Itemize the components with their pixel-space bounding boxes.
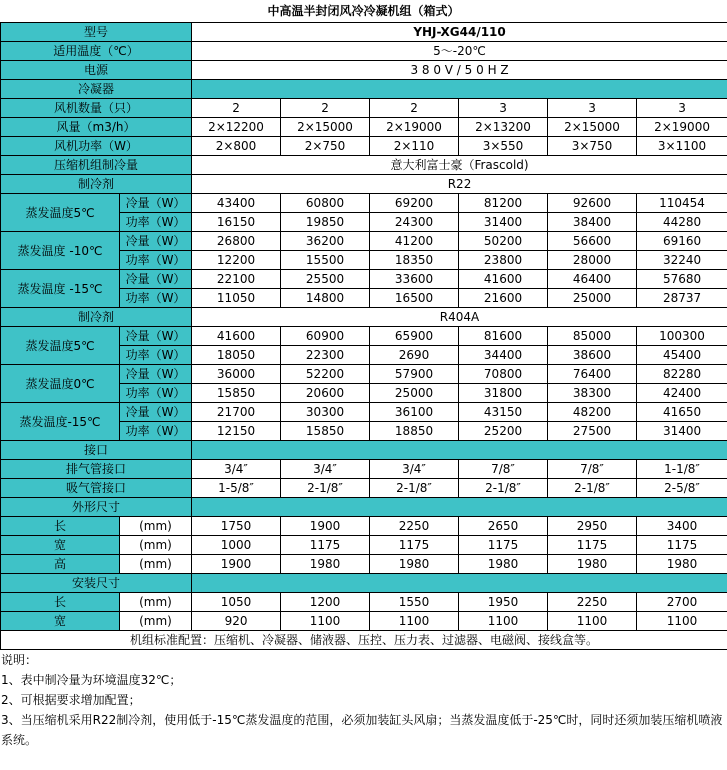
row-install-size-section [1,574,727,593]
refrigerant-label: 制冷剂 [1,308,192,327]
metric-cell: 15850 [192,384,281,403]
airflow-cell: 2×19000 [370,118,459,137]
row-r22-capacity [1,232,727,251]
outer-size-cell: 1750 [192,517,281,536]
install-size-cell: 1550 [370,593,459,612]
metric-label: 冷量（W） [120,403,192,422]
discharge-port-cell: 1-1/8″ [637,460,727,479]
suction-port-cell: 2-1/8″ [459,479,548,498]
outer-size-dimension-label: 宽 [1,536,120,555]
outer-size-cell: 1900 [281,517,370,536]
metric-cell: 81200 [459,194,548,213]
row-r404a-capacity [1,403,727,422]
fan-power-cell: 2×800 [192,137,281,156]
row-outer-size [1,517,727,536]
metric-label: 功率（W） [120,346,192,365]
metric-cell: 16500 [370,289,459,308]
connections-section-label: 接口 [1,441,192,460]
metric-cell: 15850 [281,422,370,441]
metric-cell: 52200 [281,365,370,384]
metric-label: 功率（W） [120,213,192,232]
fan-count-cell: 3 [637,99,727,118]
metric-cell: 43400 [192,194,281,213]
suction-port-cell: 2-5/8″ [637,479,727,498]
discharge-port-cell: 3/4″ [370,460,459,479]
outer-size-cell: 2650 [459,517,548,536]
install-size-cell: 920 [192,612,281,631]
spec-table [0,22,727,650]
install-size-section-label: 安装尺寸 [1,574,192,593]
outer-size-cell: 2950 [548,517,637,536]
outer-size-cell: 1980 [281,555,370,574]
row-standard-config [1,631,727,650]
suction-port-cell: 2-1/8″ [548,479,637,498]
condenser-section-label: 冷凝器 [1,80,192,99]
outer-size-cell: 1980 [637,555,727,574]
note-line: 1、表中制冷量为环境温度32℃； [1,673,182,687]
fan-count-cell: 2 [370,99,459,118]
metric-cell: 110454 [637,194,727,213]
install-size-cell: 1100 [548,612,637,631]
metric-label: 功率（W） [120,384,192,403]
install-size-cell: 1200 [281,593,370,612]
metric-cell: 36100 [370,403,459,422]
row-suction-port [1,479,727,498]
install-size-cell: 1100 [281,612,370,631]
suction-port-cell: 2-1/8″ [370,479,459,498]
outer-size-section-bar [192,498,727,517]
metric-cell: 100300 [637,327,727,346]
metric-cell: 60800 [281,194,370,213]
metric-cell: 28000 [548,251,637,270]
outer-size-section-label: 外形尺寸 [1,498,192,517]
row-r404a-capacity [1,365,727,384]
refrigerant-value: R404A [192,308,727,327]
model-label: 型号 [1,23,192,42]
outer-size-cell: 1175 [637,536,727,555]
discharge-port-cell: 7/8″ [548,460,637,479]
outer-size-cell: 1980 [370,555,459,574]
standard-config: 机组标准配置：压缩机、冷凝器、储液器、压控、压力表、过滤器、电磁阀、接线盒等。 [1,631,727,650]
compressor-value: 意大利富士豪（Frascold) [192,156,727,175]
evap-temp-label: 蒸发温度 -10℃ [1,232,120,270]
metric-cell: 65900 [370,327,459,346]
install-size-cell: 1050 [192,593,281,612]
metric-cell: 41200 [370,232,459,251]
airflow-cell: 2×15000 [548,118,637,137]
metric-cell: 33600 [370,270,459,289]
row-fan-count [1,99,727,118]
row-model [1,23,727,42]
airflow-cell: 2×13200 [459,118,548,137]
row-power [1,61,727,80]
outer-size-cell: 1175 [548,536,637,555]
fan-count-cell: 2 [281,99,370,118]
metric-cell: 22300 [281,346,370,365]
airflow-label: 风量（m3/h） [1,118,192,137]
metric-cell: 45400 [637,346,727,365]
metric-cell: 14800 [281,289,370,308]
metric-cell: 16150 [192,213,281,232]
metric-cell: 21600 [459,289,548,308]
metric-cell: 20600 [281,384,370,403]
outer-size-unit: (mm) [120,555,192,574]
metric-cell: 41600 [459,270,548,289]
metric-cell: 18350 [370,251,459,270]
install-size-dimension-label: 宽 [1,612,120,631]
metric-cell: 57680 [637,270,727,289]
metric-cell: 60900 [281,327,370,346]
discharge-port-label: 排气管接口 [1,460,192,479]
airflow-cell: 2×19000 [637,118,727,137]
fan-power-cell: 3×550 [459,137,548,156]
metric-cell: 82280 [637,365,727,384]
discharge-port-cell: 3/4″ [192,460,281,479]
metric-cell: 23800 [459,251,548,270]
row-outer-size-section [1,498,727,517]
row-discharge-port [1,460,727,479]
metric-label: 功率（W） [120,251,192,270]
row-install-size [1,593,727,612]
row-r22-capacity [1,194,727,213]
outer-size-unit: (mm) [120,536,192,555]
metric-cell: 32240 [637,251,727,270]
airflow-cell: 2×15000 [281,118,370,137]
install-size-cell: 1100 [459,612,548,631]
outer-size-dimension-label: 高 [1,555,120,574]
note-line: 说明： [1,653,38,667]
metric-cell: 22100 [192,270,281,289]
metric-cell: 85000 [548,327,637,346]
row-compressor [1,156,727,175]
connections-section-bar [192,441,727,460]
evap-temp-label: 蒸发温度0℃ [1,365,120,403]
metric-cell: 48200 [548,403,637,422]
model-value: YHJ-XG44/110 [192,23,727,42]
metric-label: 功率（W） [120,289,192,308]
row-r22-capacity [1,270,727,289]
metric-cell: 31400 [459,213,548,232]
metric-cell: 25200 [459,422,548,441]
metric-cell: 12150 [192,422,281,441]
metric-label: 功率（W） [120,422,192,441]
install-size-unit: (mm) [120,593,192,612]
fan-power-cell: 2×110 [370,137,459,156]
metric-cell: 31800 [459,384,548,403]
metric-cell: 27500 [548,422,637,441]
fan-power-label: 风机功率（W） [1,137,192,156]
metric-cell: 41650 [637,403,727,422]
metric-cell: 25000 [548,289,637,308]
row-connections-section [1,441,727,460]
suction-port-label: 吸气管接口 [1,479,192,498]
metric-cell: 36000 [192,365,281,384]
metric-cell: 19850 [281,213,370,232]
suction-port-cell: 2-1/8″ [281,479,370,498]
metric-cell: 24300 [370,213,459,232]
compressor-label: 压缩机组制冷量 [1,156,192,175]
row-outer-size [1,555,727,574]
power-label: 电源 [1,61,192,80]
outer-size-cell: 1980 [459,555,548,574]
temp-range-value: 5～-20℃ [192,42,727,61]
metric-cell: 21700 [192,403,281,422]
airflow-cell: 2×12200 [192,118,281,137]
fan-count-label: 风机数量（只） [1,99,192,118]
metric-cell: 38400 [548,213,637,232]
metric-cell: 25500 [281,270,370,289]
fan-power-cell: 2×750 [281,137,370,156]
install-size-dimension-label: 长 [1,593,120,612]
metric-cell: 69200 [370,194,459,213]
row-r404a-capacity [1,327,727,346]
outer-size-cell: 1175 [370,536,459,555]
outer-size-cell: 1980 [548,555,637,574]
refrigerant-label: 制冷剂 [1,175,192,194]
metric-cell: 46400 [548,270,637,289]
metric-cell: 50200 [459,232,548,251]
refrigerant-value: R22 [192,175,727,194]
row-airflow [1,118,727,137]
install-size-unit: (mm) [120,612,192,631]
metric-cell: 12200 [192,251,281,270]
outer-size-cell: 1175 [459,536,548,555]
metric-cell: 30300 [281,403,370,422]
metric-cell: 44280 [637,213,727,232]
fan-power-cell: 3×750 [548,137,637,156]
outer-size-cell: 1175 [281,536,370,555]
power-value: 3 8 0 V / 5 0 H Z [192,61,727,80]
metric-cell: 18050 [192,346,281,365]
fan-power-cell: 3×1100 [637,137,727,156]
row-fan-power [1,137,727,156]
note-line: 3、当压缩机采用R22制冷剂，使用低于-15℃蒸发温度的范围，必须加装缸头风扇；当蒸发温度低于-25℃时，同时还须加装压缩机喷液 [1,713,723,727]
install-size-cell: 1950 [459,593,548,612]
sheet-title: 中高温半封闭风冷冷凝机组（箱式） [267,4,460,18]
fan-count-cell: 3 [459,99,548,118]
row-temp-range [1,42,727,61]
install-size-section-bar [192,574,727,593]
metric-cell: 42400 [637,384,727,403]
metric-cell: 81600 [459,327,548,346]
metric-cell: 28737 [637,289,727,308]
row-refrigerant-r22 [1,175,727,194]
metric-label: 冷量（W） [120,194,192,213]
note-line: 2、可根据要求增加配置； [1,693,141,707]
evap-temp-label: 蒸发温度 -15℃ [1,270,120,308]
metric-cell: 34400 [459,346,548,365]
evap-temp-label: 蒸发温度-15℃ [1,403,120,441]
metric-cell: 36200 [281,232,370,251]
metric-cell: 56600 [548,232,637,251]
metric-cell: 15500 [281,251,370,270]
metric-cell: 26800 [192,232,281,251]
note-line: 系统。 [1,733,38,747]
outer-size-cell: 1900 [192,555,281,574]
metric-cell: 70800 [459,365,548,384]
metric-cell: 2690 [370,346,459,365]
metric-cell: 18850 [370,422,459,441]
install-size-cell: 1100 [637,612,727,631]
metric-cell: 11050 [192,289,281,308]
install-size-cell: 1100 [370,612,459,631]
metric-cell: 76400 [548,365,637,384]
condenser-section-bar [192,80,727,99]
metric-cell: 25000 [370,384,459,403]
outer-size-cell: 2250 [370,517,459,536]
metric-cell: 38600 [548,346,637,365]
metric-label: 冷量（W） [120,365,192,384]
discharge-port-cell: 7/8″ [459,460,548,479]
fan-count-cell: 2 [192,99,281,118]
metric-cell: 31400 [637,422,727,441]
notes [0,650,727,750]
evap-temp-label: 蒸发温度5℃ [1,327,120,365]
outer-size-cell: 3400 [637,517,727,536]
row-refrigerant-r404a [1,308,727,327]
discharge-port-cell: 3/4″ [281,460,370,479]
row-install-size [1,612,727,631]
metric-label: 冷量（W） [120,232,192,251]
outer-size-cell: 1000 [192,536,281,555]
fan-count-cell: 3 [548,99,637,118]
row-outer-size [1,536,727,555]
outer-size-unit: (mm) [120,517,192,536]
metric-cell: 38300 [548,384,637,403]
outer-size-dimension-label: 长 [1,517,120,536]
metric-label: 冷量（W） [120,327,192,346]
install-size-cell: 2700 [637,593,727,612]
install-size-cell: 2250 [548,593,637,612]
metric-cell: 43150 [459,403,548,422]
metric-cell: 41600 [192,327,281,346]
row-condenser-section [1,80,727,99]
evap-temp-label: 蒸发温度5℃ [1,194,120,232]
temp-range-label: 适用温度（℃） [1,42,192,61]
metric-cell: 57900 [370,365,459,384]
suction-port-cell: 1-5/8″ [192,479,281,498]
metric-cell: 69160 [637,232,727,251]
metric-label: 冷量（W） [120,270,192,289]
metric-cell: 92600 [548,194,637,213]
